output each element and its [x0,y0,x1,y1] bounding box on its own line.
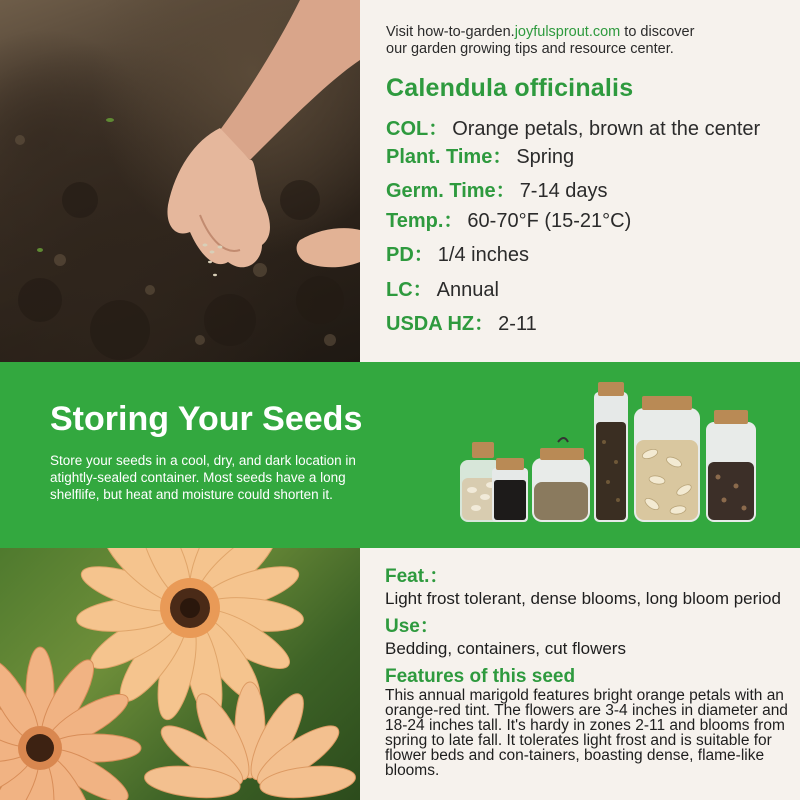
spec-key: Plant. Time： [386,146,513,168]
feat-label: Feat.： [385,566,449,587]
spec-value: 2-11 [498,313,537,335]
storing-seeds-title: Storing Your Seeds [50,400,363,438]
seed-jars-illustration [452,382,762,532]
features-title: Features of this seed [385,666,576,687]
feat-text: Light frost tolerant, dense blooms, long bloom period [385,589,781,608]
use-label: Use： [385,616,439,637]
features-description: This annual marigold features bright orange petals with an orange-red tint. The flowers are 3-4 inches in diameter and 18-24 inches tall. It's hardy in zones 2-11 and blooms from spring to late fall. It tolerates light frost and is suitable for flower beds and con-tainers, boasting dense, flame-like blooms. [385,687,788,779]
storing-seeds-text: Store your seeds in a cool, dry, and dark location in atightly-sealed container. Most seeds have a long shelflife, but heat and moisture could shorten it. [50,453,356,502]
top-section [0,0,800,362]
visit-line-2: our garden growing tips and resource center. [386,41,674,57]
spec-row-life-cycle [386,278,796,302]
bottom-section [0,548,800,800]
seed-features-panel [385,566,800,778]
spec-value: Orange petals, brown at the center [452,118,761,140]
spec-key: USDA HZ： [386,313,495,335]
use-text: Bedding, containers, cut flowers [385,639,626,658]
spec-row-plant-time [386,145,796,169]
spec-row-planting-depth [386,243,796,267]
visit-suffix: to discover [620,24,695,40]
spec-value: 1/4 inches [437,244,529,266]
spec-row-germ-time [386,179,796,203]
spec-value: 7-14 days [519,180,608,202]
spec-key: PD： [386,244,434,266]
calendula-flower-photo [0,548,360,800]
species-name: Calendula officinalis [386,74,634,102]
visit-website-text [386,24,796,58]
spec-value: 60-70°F (15-21°C) [467,210,632,232]
plant-info-panel [386,24,796,336]
website-link[interactable]: joyfulsprout.com [514,24,621,40]
spec-key: LC： [386,279,433,301]
spec-key: COL： [386,118,449,140]
spec-row-color [386,117,796,141]
spec-key: Temp.： [386,210,464,232]
hand-sowing-seeds-illustration [0,0,360,362]
spec-key: Germ. Time： [386,180,516,202]
soil-hand-photo [0,0,360,362]
calendula-flowers-illustration [0,548,360,800]
spec-value: Annual [436,279,499,301]
spec-row-temperature [386,209,796,233]
visit-prefix: Visit how-to-garden. [386,24,515,40]
spec-row-hardiness-zone [386,312,796,336]
spec-value: Spring [516,146,575,168]
storing-seeds-banner [0,362,800,548]
